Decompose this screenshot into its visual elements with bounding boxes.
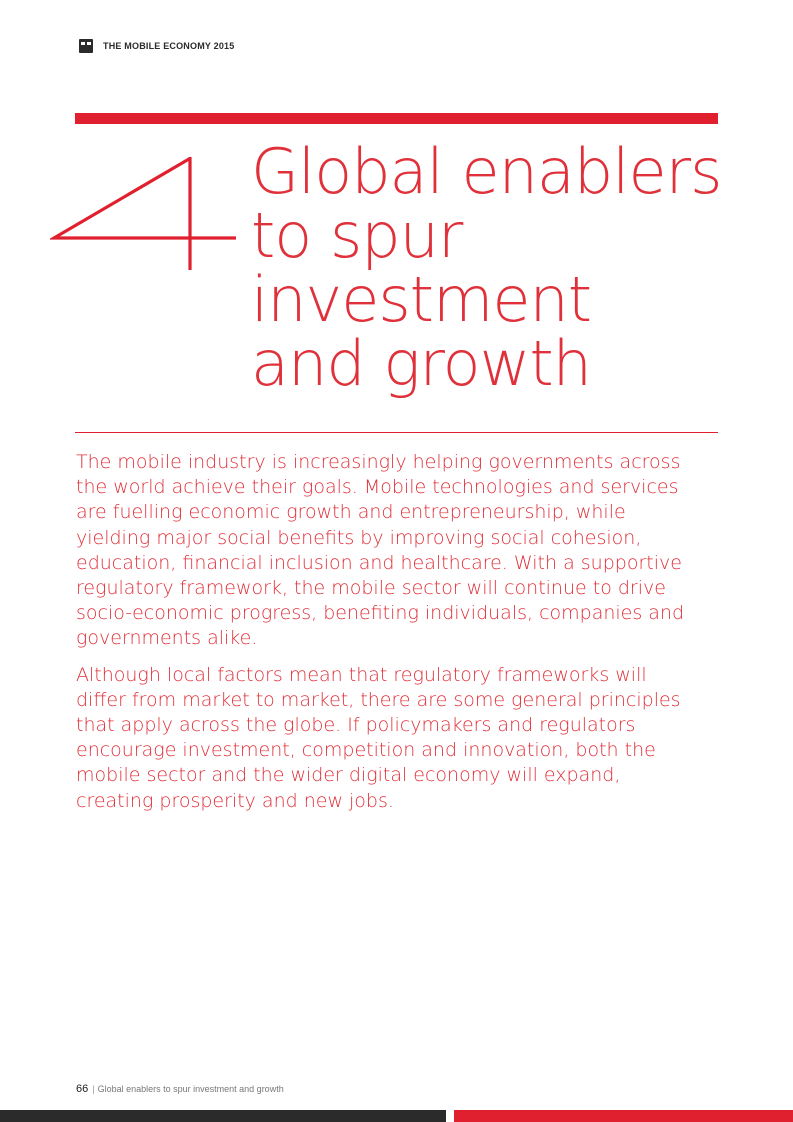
paragraph-line: are fuelling economic growth and entrepreneurship, while [76, 501, 626, 524]
running-header-title: THE MOBILE ECONOMY 2015 [103, 41, 235, 51]
paragraph-line: education, financial inclusion and healthcare. With a supportive [76, 551, 682, 574]
paragraph-line: the world achieve their goals. Mobile technologies and services [76, 476, 679, 499]
paragraph-line: regulatory framework, the mobile sector will continue to drive [76, 577, 666, 600]
footer-separator: | [92, 1084, 95, 1094]
running-header [79, 38, 234, 54]
bottom-bar-dark [0, 1110, 446, 1122]
title-divider [75, 432, 718, 433]
page-footer [76, 1083, 284, 1095]
chapter-number-graphic [50, 150, 240, 275]
gsma-logo-icon [79, 39, 93, 53]
bottom-bar-accent [454, 1110, 793, 1122]
intro-paragraph [76, 450, 716, 652]
chapter-title-line: investment [251, 263, 592, 336]
paragraph-line: that apply across the globe. If policymakers and regulators [76, 714, 636, 737]
paragraph-line: mobile sector and the wider digital economy will expand, [76, 764, 621, 787]
paragraph-line: differ from market to market, there are some general principles [76, 688, 681, 711]
intro-paragraph [76, 663, 716, 814]
paragraph-line: Although local factors mean that regulatory frameworks will [76, 663, 647, 686]
paragraph-line: creating prosperity and new jobs. [76, 789, 394, 812]
intro-body [76, 450, 716, 825]
chapter-title-line: to spur [251, 199, 463, 272]
chapter-title-line: and growth [251, 327, 591, 400]
chapter-title [251, 135, 722, 400]
paragraph-line: socio-economic progress, benefiting individuals, companies and [76, 602, 685, 625]
chapter-title-line: Global enablers [251, 135, 722, 208]
top-accent-bar [75, 113, 718, 124]
paragraph-line: yielding major social benefits by improving social cohesion, [76, 526, 642, 549]
footer-section-title: Global enablers to spur investment and growth [97, 1084, 284, 1094]
paragraph-line: encourage investment, competition and innovation, both the [76, 739, 656, 762]
page-number: 66 [76, 1083, 89, 1095]
paragraph-line: governments alike. [76, 627, 258, 650]
paragraph-line: The mobile industry is increasingly helping governments across [76, 451, 681, 473]
